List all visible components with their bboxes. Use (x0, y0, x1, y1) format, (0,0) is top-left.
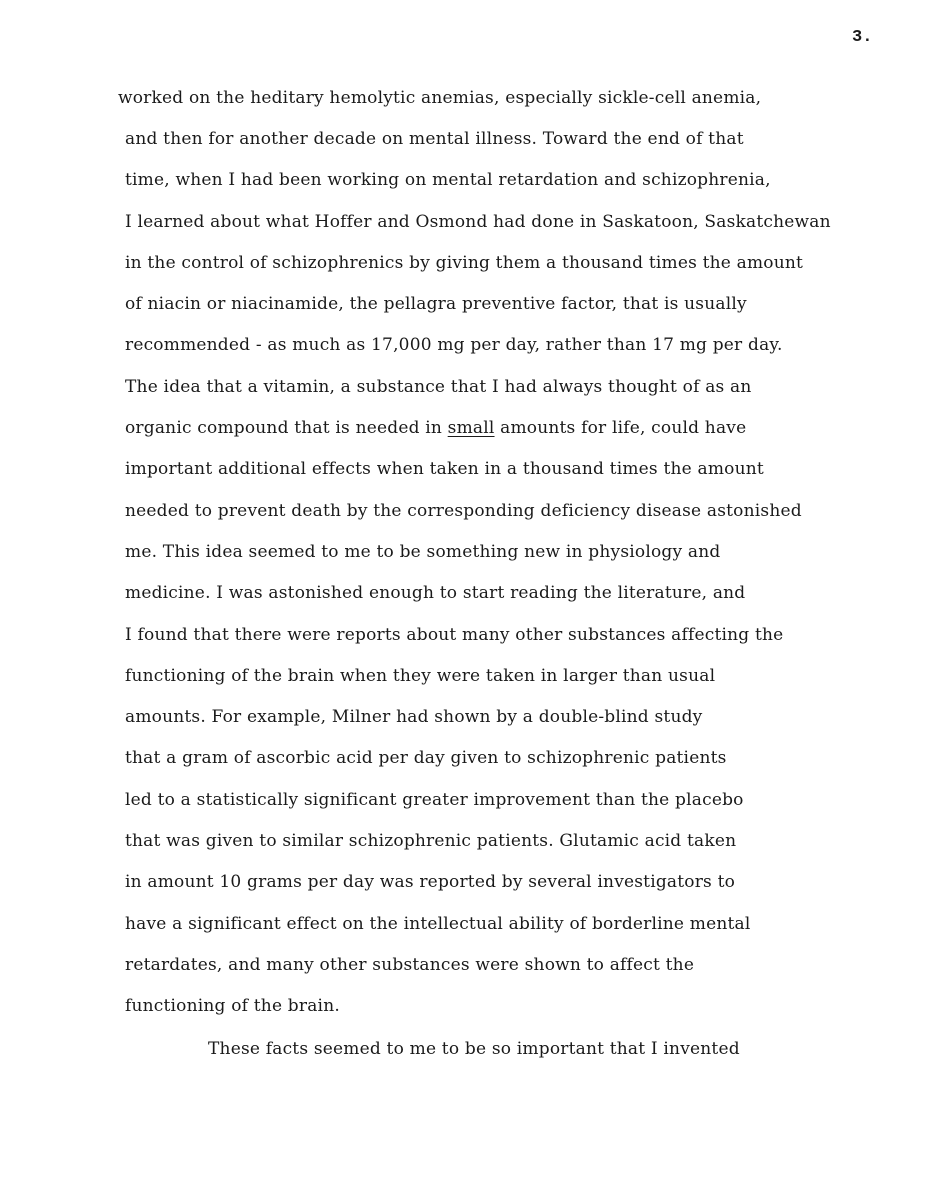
text-line-17: that a gram of ascorbic acid per day given to schizophrenic patients (125, 748, 727, 768)
text-segment: amounts for life, could have (494, 418, 747, 438)
text-line-6: of niacin or niacinamide, the pellagra preventive factor, that is usually (125, 294, 747, 314)
text-line-5: in the control of schizophrenics by giving them a thousand times the amount (125, 253, 804, 273)
text-line-3: time, when I had been working on mental retardation and schizophrenia, (125, 170, 771, 190)
text-line-15: functioning of the brain when they were taken in larger than usual (125, 666, 716, 686)
text-line-10: important additional effects when taken in a thousand times the amount (125, 459, 764, 479)
text-segment: organic compound that is needed in (125, 418, 448, 438)
text-line-13: medicine. I was astonished enough to start reading the literature, and (125, 583, 746, 603)
text-line-23: functioning of the brain. (125, 996, 340, 1016)
text-line-4: I learned about what Hoffer and Osmond had done in Saskatoon, Saskatchewan (125, 212, 831, 232)
page-number: 3. (852, 28, 873, 47)
text-line-14: I found that there were reports about many other substances affecting the (125, 625, 784, 645)
text-line-11: needed to prevent death by the corresponding deficiency disease astonished (125, 501, 802, 521)
text-line-20: in amount 10 grams per day was reported by several investigators to (125, 872, 736, 892)
text-line-24: These facts seemed to me to be so important that I invented (208, 1039, 740, 1059)
underlined-word: small (447, 418, 495, 438)
text-line-2: and then for another decade on mental illness. Toward the end of that (125, 129, 744, 149)
text-line-1: worked on the heditary hemolytic anemias, especially sickle-cell anemia, (118, 88, 762, 108)
text-line-16: amounts. For example, Milner had shown by a double-blind study (125, 707, 703, 727)
text-line-22: retardates, and many other substances were shown to affect the (125, 955, 695, 975)
text-line-12: me. This idea seemed to me to be something new in physiology and (125, 542, 721, 562)
text-line-19: that was given to similar schizophrenic patients. Glutamic acid taken (125, 831, 737, 851)
text-line-8: The idea that a vitamin, a substance that I had always thought of as an (125, 377, 752, 397)
text-line-7: recommended - as much as 17,000 mg per day, rather than 17 mg per day. (125, 335, 783, 355)
text-line-9 (125, 418, 746, 438)
text-line-21: have a significant effect on the intellectual ability of borderline mental (125, 914, 751, 934)
text-line-18: led to a statistically significant greater improvement than the placebo (125, 790, 744, 810)
